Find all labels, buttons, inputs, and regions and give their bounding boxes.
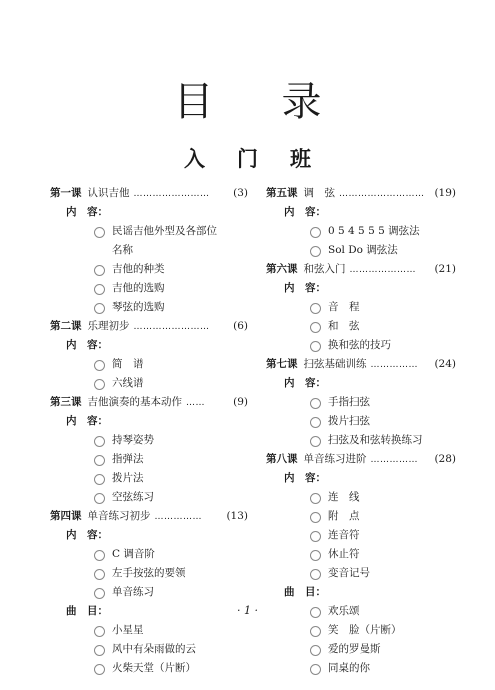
toc-subheading — [266, 583, 456, 602]
toc-subheading — [50, 526, 248, 545]
lesson-name: 单音练习初步 — [87, 510, 151, 522]
dot-leader: …… — [186, 398, 205, 408]
subheading-label: 内 容： — [284, 377, 326, 389]
toc-subheading — [50, 412, 248, 431]
toc-item — [50, 469, 248, 488]
circle-bullet-icon — [310, 303, 321, 314]
lesson-number: 第二课 — [50, 320, 82, 332]
toc-lesson-entry[interactable] — [266, 184, 456, 203]
lesson-page: (3) — [233, 187, 248, 199]
toc-item-label: 指弹法 — [112, 453, 144, 465]
toc-item-label: 附 点 — [328, 510, 360, 522]
toc-item-label: 扫弦及和弦转换练习 — [328, 434, 423, 446]
toc-item — [50, 640, 248, 659]
lesson-number: 第五课 — [266, 187, 298, 199]
circle-bullet-icon — [94, 360, 105, 371]
circle-bullet-icon — [310, 569, 321, 580]
lesson-number: 第六课 — [266, 263, 298, 275]
toc-subheading — [266, 469, 456, 488]
toc-item-label: 连 线 — [328, 491, 360, 503]
toc-item-label: 拨片扫弦 — [328, 415, 370, 427]
toc-item-label: 名称 — [112, 244, 133, 256]
toc-item — [266, 393, 456, 412]
dot-leader: ………………… — [349, 265, 416, 275]
toc-lesson-entry[interactable] — [266, 260, 456, 279]
subheading-label: 内 容： — [66, 415, 108, 427]
circle-bullet-icon — [310, 550, 321, 561]
dot-leader: ……………………… — [339, 189, 425, 199]
toc-item — [266, 412, 456, 431]
toc-item-label: 六线谱 — [112, 377, 144, 389]
circle-bullet-icon — [310, 227, 321, 238]
toc-item-label: 笑 脸（片断） — [328, 624, 402, 636]
subheading-label: 内 容： — [66, 339, 108, 351]
circle-bullet-icon — [94, 569, 105, 580]
toc-subheading — [50, 203, 248, 222]
toc-item-label: 单音练习 — [112, 586, 154, 598]
lesson-name: 认识吉他 — [87, 187, 130, 199]
toc-lesson-entry[interactable] — [50, 507, 248, 526]
toc-item-label: 吉他的种类 — [112, 263, 165, 275]
toc-item-label: 和 弦 — [328, 320, 360, 332]
lesson-number: 第一课 — [50, 187, 82, 199]
toc-item — [50, 241, 248, 260]
toc-item — [50, 260, 248, 279]
toc-item — [266, 526, 456, 545]
toc-item — [266, 545, 456, 564]
toc-subheading — [266, 374, 456, 393]
toc-item-label: 火柴天堂（片断） — [112, 662, 196, 674]
title-char: 目 — [173, 79, 214, 125]
toc-item — [266, 241, 456, 260]
toc-subheading — [266, 279, 456, 298]
toc-item — [50, 222, 248, 241]
lesson-page: (28) — [434, 453, 456, 465]
toc-item-label: 风中有朵雨做的云 — [112, 643, 196, 655]
toc-item — [266, 222, 456, 241]
circle-bullet-icon — [94, 474, 105, 485]
toc-item — [266, 507, 456, 526]
subheading-label: 曲 目： — [66, 605, 108, 617]
circle-bullet-icon — [310, 493, 321, 504]
toc-item — [266, 317, 456, 336]
toc-lesson-entry[interactable] — [50, 393, 248, 412]
circle-bullet-icon — [310, 531, 321, 542]
toc-item — [266, 640, 456, 659]
circle-bullet-icon — [94, 455, 105, 466]
toc-item-label: 拨片法 — [112, 472, 144, 484]
section-title — [0, 143, 495, 173]
circle-bullet-icon — [94, 436, 105, 447]
dot-leader: …………… — [154, 512, 202, 522]
lesson-name: 和弦入门 — [303, 263, 346, 275]
lesson-name: 单音练习进阶 — [303, 453, 367, 465]
subheading-label: 内 容： — [66, 206, 108, 218]
toc-item-label: 同桌的你 — [328, 662, 370, 674]
circle-bullet-icon — [310, 417, 321, 428]
toc-item — [50, 488, 248, 507]
page-title — [0, 70, 495, 127]
circle-bullet-icon — [310, 645, 321, 656]
toc-item-label: 左手按弦的要领 — [112, 567, 186, 579]
circle-bullet-icon — [310, 664, 321, 675]
toc-item-label: 持琴姿势 — [112, 434, 154, 446]
toc-item-label: C 调音阶 — [112, 548, 155, 560]
toc-item — [50, 450, 248, 469]
toc-item-label: 爱的罗曼斯 — [328, 643, 381, 655]
toc-item — [266, 431, 456, 450]
toc-item-label: 欢乐颂 — [328, 605, 360, 617]
toc-item-label: 音 程 — [328, 301, 360, 313]
toc-item — [50, 621, 248, 640]
dot-leader: …………… — [370, 455, 418, 465]
toc-item-label: 0 5 4 5 5 5 调弦法 — [328, 225, 420, 237]
toc-item — [50, 298, 248, 317]
toc-lesson-entry[interactable] — [266, 355, 456, 374]
lesson-name: 调 弦 — [303, 187, 335, 199]
lesson-number: 第八课 — [266, 453, 298, 465]
toc-item — [266, 488, 456, 507]
lesson-page: (19) — [434, 187, 456, 199]
subheading-label: 内 容： — [284, 282, 326, 294]
lesson-name: 乐理初步 — [87, 320, 130, 332]
circle-bullet-icon — [94, 379, 105, 390]
circle-bullet-icon — [310, 626, 321, 637]
subheading-label: 曲 目： — [284, 586, 326, 598]
section-title-char: 班 — [290, 147, 311, 171]
toc-subheading — [50, 336, 248, 355]
circle-bullet-icon — [310, 322, 321, 333]
lesson-page: (9) — [233, 396, 248, 408]
toc-lesson-entry[interactable] — [50, 317, 248, 336]
circle-bullet-icon — [94, 265, 105, 276]
toc-item-label: 民谣吉他外型及各部位 — [112, 225, 217, 237]
section-title-char: 门 — [237, 147, 258, 171]
toc-item-label: 琴弦的选购 — [112, 301, 165, 313]
toc-subheading — [266, 203, 456, 222]
lesson-page: (21) — [434, 263, 456, 275]
toc-item — [266, 336, 456, 355]
subheading-label: 内 容： — [66, 529, 108, 541]
circle-bullet-icon — [94, 303, 105, 314]
circle-bullet-icon — [310, 246, 321, 257]
circle-bullet-icon — [94, 227, 105, 238]
circle-bullet-icon — [310, 436, 321, 447]
circle-bullet-icon — [94, 493, 105, 504]
toc-item-label: 吉他的选购 — [112, 282, 165, 294]
toc-item — [266, 564, 456, 583]
lesson-page: (13) — [226, 510, 248, 522]
title-char: 录 — [281, 79, 322, 125]
toc-item — [50, 355, 248, 374]
toc-item-label: 连音符 — [328, 529, 360, 541]
subheading-label: 内 容： — [284, 472, 326, 484]
lesson-number: 第三课 — [50, 396, 82, 408]
toc-item — [50, 374, 248, 393]
toc-item — [50, 583, 248, 602]
section-title-char: 入 — [184, 147, 205, 171]
toc-item-label: 简 谱 — [112, 358, 144, 370]
lesson-number: 第四课 — [50, 510, 82, 522]
dot-leader: …………………… — [133, 322, 210, 332]
toc-item-label: 手指扫弦 — [328, 396, 370, 408]
dot-leader: …………… — [370, 360, 418, 370]
toc-item — [50, 659, 248, 678]
lesson-number: 第七课 — [266, 358, 298, 370]
toc-item — [50, 279, 248, 298]
circle-bullet-icon — [94, 664, 105, 675]
lesson-page: (24) — [434, 358, 456, 370]
circle-bullet-icon — [310, 341, 321, 352]
circle-bullet-icon — [94, 284, 105, 295]
circle-bullet-icon — [94, 645, 105, 656]
toc-item-label: 小星星 — [112, 624, 144, 636]
circle-bullet-icon — [310, 512, 321, 523]
toc-item — [50, 545, 248, 564]
toc-item — [266, 659, 456, 678]
subheading-label: 内 容： — [284, 206, 326, 218]
toc-item — [266, 298, 456, 317]
circle-bullet-icon — [94, 626, 105, 637]
toc-lesson-entry[interactable] — [266, 450, 456, 469]
lesson-name: 吉他演奏的基本动作 — [87, 396, 182, 408]
circle-bullet-icon — [94, 588, 105, 599]
dot-leader: …………………… — [133, 189, 210, 199]
lesson-page: (6) — [233, 320, 248, 332]
circle-bullet-icon — [310, 398, 321, 409]
toc-item — [50, 431, 248, 450]
circle-bullet-icon — [94, 550, 105, 561]
toc-item — [266, 621, 456, 640]
toc-item-label: 换和弦的技巧 — [328, 339, 391, 351]
toc-item-label: 变音记号 — [328, 567, 370, 579]
toc-item-label: 空弦练习 — [112, 491, 154, 503]
toc-lesson-entry[interactable] — [50, 184, 248, 203]
toc-item-label: Sol Do 调弦法 — [328, 244, 398, 256]
toc-item-label: 休止符 — [328, 548, 360, 560]
page-number: · 1 · — [237, 604, 258, 617]
toc-item — [50, 564, 248, 583]
lesson-name: 扫弦基础训练 — [303, 358, 367, 370]
